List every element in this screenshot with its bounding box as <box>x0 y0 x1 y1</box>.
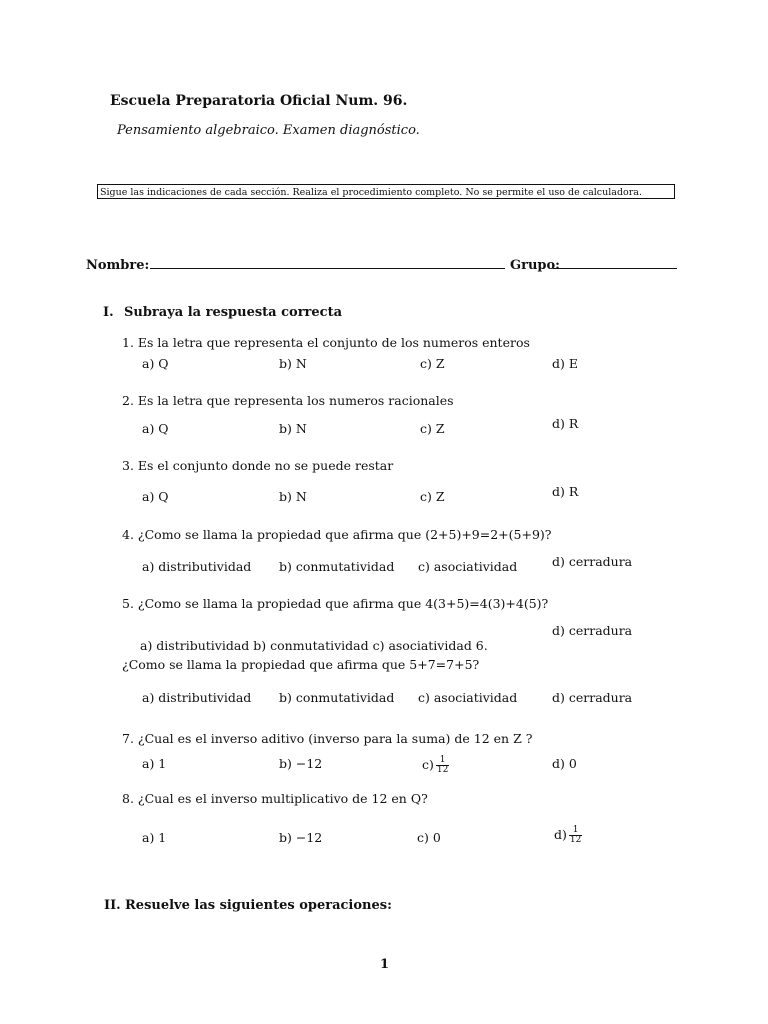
question-text: 5. ¿Como se llama la propiedad que afirma que 4(3+5)=4(3)+4(5)? <box>122 596 549 611</box>
fraction <box>436 756 449 775</box>
option-d[interactable]: d) cerradura <box>552 690 633 705</box>
fraction-denominator: 12 <box>436 765 449 775</box>
option-b[interactable]: b) N <box>279 489 307 504</box>
option-a[interactable]: a) distributividad <box>142 690 252 705</box>
option-a[interactable]: a) Q <box>142 356 169 371</box>
section-number: II. <box>104 898 121 913</box>
group-field-line[interactable] <box>553 268 677 269</box>
option-label: c) <box>422 757 434 772</box>
option-d[interactable]: d) 0 <box>552 756 577 771</box>
school-title: Escuela Preparatoria Oficial Num. 96. <box>110 93 408 109</box>
option-d[interactable]: d) R <box>552 484 579 499</box>
option-b[interactable]: b) N <box>279 356 307 371</box>
option-d[interactable] <box>554 826 582 845</box>
instructions-box: Sigue las indicaciones de cada sección. Realiza el procedimiento completo. No se permite el uso de calculadora. <box>97 184 675 199</box>
option-c[interactable]: c) Z <box>420 421 445 436</box>
name-field-line[interactable] <box>150 268 505 269</box>
option-c[interactable]: c) Z <box>420 356 445 371</box>
section-title: Resuelve las siguientes operaciones: <box>125 898 392 913</box>
option-c[interactable]: c) asociatividad <box>418 690 518 705</box>
option-a[interactable]: a) 1 <box>142 756 167 771</box>
question-text: 7. ¿Cual es el inverso aditivo (inverso para la suma) de 12 en Z ? <box>122 731 533 746</box>
option-c[interactable] <box>422 756 449 775</box>
fraction-denominator: 12 <box>569 835 582 845</box>
question-text: 8. ¿Cual es el inverso multiplicativo de 12 en Q? <box>122 791 428 806</box>
question-text: 3. Es el conjunto donde no se puede restar <box>122 458 394 473</box>
option-a[interactable]: a) distributividad <box>142 559 252 574</box>
name-label: Nombre: <box>86 258 150 273</box>
fraction-numerator: 1 <box>436 756 449 766</box>
option-a[interactable]: a) Q <box>142 421 169 436</box>
option-d[interactable]: d) cerradura <box>552 623 633 638</box>
option-d[interactable]: d) cerradura <box>552 554 633 569</box>
option-a[interactable]: a) 1 <box>142 830 167 845</box>
page-number: 1 <box>380 957 390 972</box>
option-a[interactable]: a) Q <box>142 489 169 504</box>
option-d[interactable]: d) E <box>552 356 578 371</box>
option-b[interactable]: b) −12 <box>279 756 323 771</box>
section-number: I. <box>103 305 114 320</box>
option-label: d) <box>554 827 567 842</box>
question-text: 1. Es la letra que representa el conjunto de los numeros enteros <box>122 335 530 350</box>
option-b[interactable]: b) conmutatividad <box>279 690 395 705</box>
option-c[interactable]: c) Z <box>420 489 445 504</box>
option-b[interactable]: b) −12 <box>279 830 323 845</box>
question-text: 2. Es la letra que representa los numeros racionales <box>122 393 454 408</box>
exam-subtitle: Pensamiento algebraico. Examen diagnóstico. <box>117 123 420 138</box>
option-c[interactable]: c) asociatividad <box>418 559 518 574</box>
fraction <box>569 826 582 845</box>
group-label: Grupo: <box>510 258 560 273</box>
option-b[interactable]: b) N <box>279 421 307 436</box>
merged-options-question: a) distributividad b) conmutatividad c) asociatividad 6. ¿Como se llama la propiedad que afirma que 5+7=7+5? <box>122 638 488 672</box>
section-title: Subraya la respuesta correcta <box>124 305 343 320</box>
option-d[interactable]: d) R <box>552 416 579 431</box>
question-text: 4. ¿Como se llama la propiedad que afirma que (2+5)+9=2+(5+9)? <box>122 527 552 542</box>
option-c[interactable]: c) 0 <box>417 830 441 845</box>
option-b[interactable]: b) conmutatividad <box>279 559 395 574</box>
fraction-numerator: 1 <box>569 826 582 836</box>
